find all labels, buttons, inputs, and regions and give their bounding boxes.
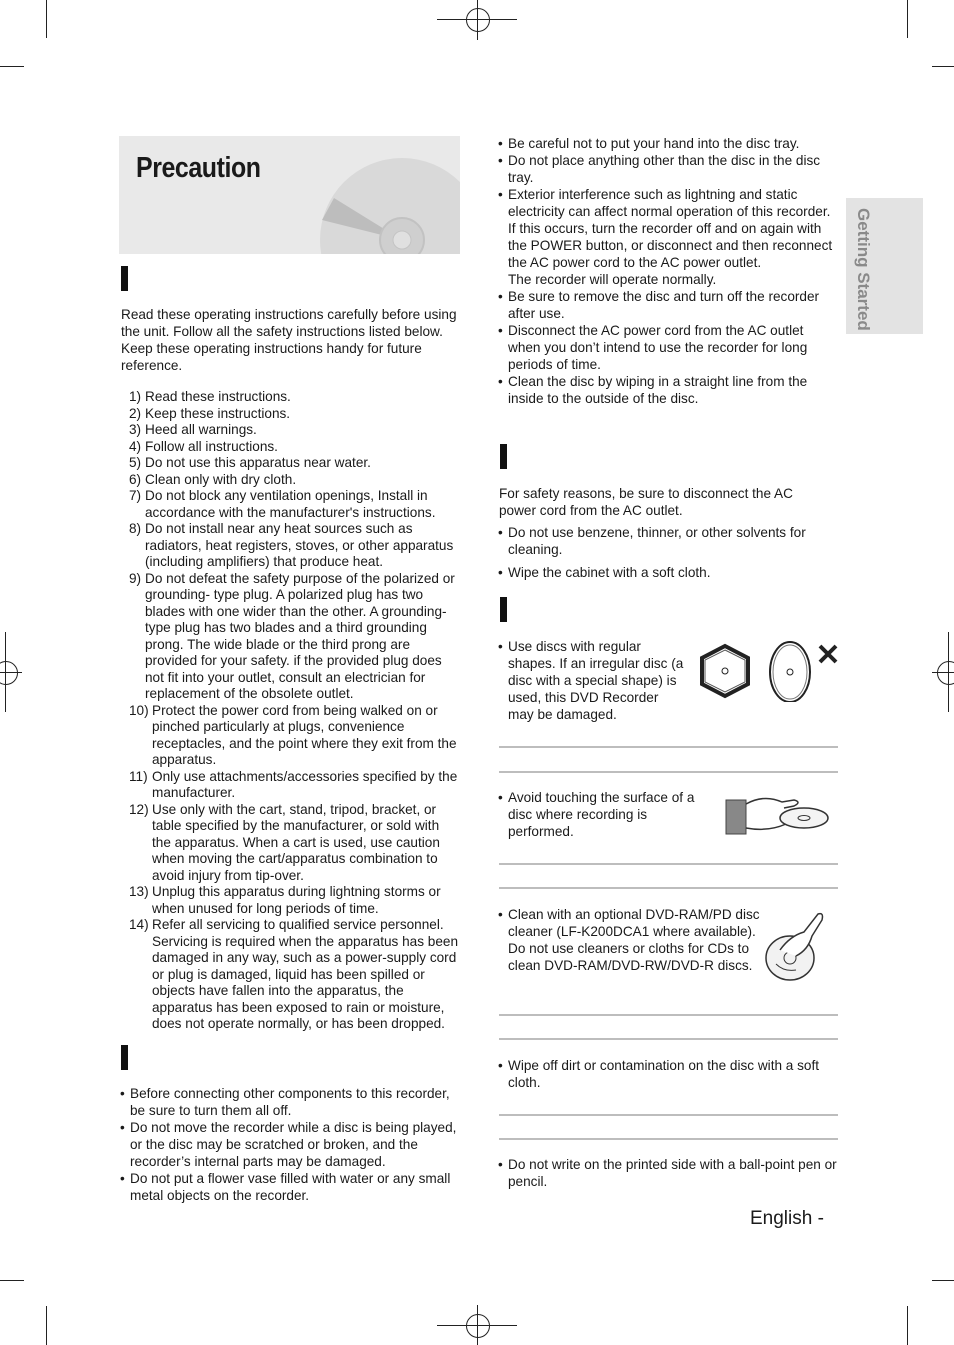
disc-touch-note [498, 789, 708, 840]
side-tab-label: Getting Started [854, 208, 873, 331]
crop-mark [932, 1280, 954, 1281]
hand-holding-disc-icon [724, 790, 834, 840]
handling-continued-list [498, 135, 838, 407]
divider [499, 1038, 838, 1040]
list-item: 9) Do not defeat the safety purpose of the polarized or grounding- type plug. A polarized plug has two blades with one wider than the other. A grounding-type plug has two blades and a third grounding prong. The wide blade or the third prong are provided for your safety. if the provided plug does not fit into your outlet, consult an electrician for replacement of the obsolete outlet. [129, 570, 455, 701]
crop-mark [932, 66, 954, 67]
section-marker [500, 597, 507, 622]
section-marker [500, 444, 507, 469]
list-item: 7) Do not block any ventilation openings, Install in accordance with the manufacturer's instructions. [129, 488, 436, 520]
registration-mark [466, 8, 490, 32]
crop-mark [0, 1280, 24, 1281]
list-item: • Wipe off dirt or contamination on the disc with a soft cloth. [498, 1057, 838, 1091]
title-banner [119, 136, 460, 254]
list-item: 8) Do not install near any heat sources such as radiators, heat registers, stoves, or other apparatus (including amplifiers) that produce heat. [129, 521, 454, 569]
intro-paragraph: Read these operating instructions carefully before using the unit. Follow all the safety instructions listed below. Keep these operating instructions handy for future reference. [121, 307, 457, 373]
list-item: 1) Read these instructions. [129, 389, 291, 404]
list-item: 10) Protect the power cord from being walked on or pinched particularly at plugs, convenience receptacles, and the point where they exit from the apparatus. [129, 702, 457, 767]
list-item: 2) Keep these instructions. [129, 405, 291, 421]
disc-write-note [498, 1156, 838, 1190]
divider [499, 1014, 838, 1016]
list-item: • Do not write on the printed side with a ball-point pen or pencil. [498, 1156, 838, 1190]
list-item: 12) Use only with the cart, stand, tripod, bracket, or table specified by the manufacturer, or sold with the apparatus. When a cart is used, use caution when moving the cart/apparatus combination to avoid injury from tip-over. [129, 801, 440, 883]
list-item: • Do not move the recorder while a disc is being played, or the disc may be scratched or broken, and the recorder’s internal parts may be damaged. [120, 1119, 460, 1170]
divider [499, 771, 838, 773]
irregular-disc-icon [694, 640, 844, 702]
handling-note: The recorder will operate normally. [508, 272, 717, 287]
divider [499, 1138, 838, 1140]
crop-mark [46, 0, 47, 38]
maintenance-intro: For safety reasons, be sure to disconnect the AC power cord from the AC outlet. [499, 486, 793, 518]
divider [499, 863, 838, 865]
section-marker [121, 1045, 128, 1070]
list-item: • Do not place anything other than the disc in the disc tray. [498, 152, 838, 186]
list-item: • Exterior interference such as lightning and static electricity can affect normal operation of this recorder. If this occurs, turn the recorder off and on again with the POWER button, or disconnect and then reconnect the AC power cord to the AC power outlet. The recorder will operate normally. [498, 186, 838, 288]
list-item: • Disconnect the AC power cord from the AC outlet when you don’t intend to use the recorder for long periods of time. [498, 322, 838, 373]
list-item: 6) Clean only with dry cloth. [129, 471, 297, 487]
section-side-tab [846, 198, 923, 334]
list-item: • Do not use benzene, thinner, or other solvents for cleaning. [498, 524, 838, 558]
page-footer: English - [750, 1208, 824, 1229]
list-item: • Be careful not to put your hand into the disc tray. [498, 135, 838, 152]
disc-clean-note [498, 906, 760, 974]
list-item: 14) Refer all servicing to qualified service personnel. Servicing is required when the apparatus has been damaged in any way, such as a power-supply cord or plug is damaged, liquid has been spilled or objects have fallen into the apparatus, the apparatus has been exposed to rain or moisture, does not operate normally, or has been dropped. [129, 917, 459, 1031]
disc-wipe-note [498, 1057, 838, 1091]
disc-shape-note [498, 638, 686, 723]
list-item: • Avoid touching the surface of a disc where recording is performed. [498, 789, 708, 840]
list-item: • Be sure to remove the disc and turn off the recorder after use. [498, 288, 838, 322]
list-item: 3) Heed all warnings. [129, 422, 257, 437]
divider [499, 887, 838, 889]
list-item: • Do not put a flower vase filled with water or any small metal objects on the recorder. [120, 1170, 460, 1204]
list-item: • Use discs with regular shapes. If an irregular disc (a disc with a special shape) is used, this DVD Recorder may be damaged. [498, 638, 686, 723]
intro-text [121, 306, 461, 374]
divider [499, 746, 838, 748]
disc-decoration-icon [314, 158, 460, 254]
list-item: 11) Only use attachments/accessories specified by the manufacturer. [129, 768, 458, 800]
crop-mark [907, 0, 908, 38]
list-item: 5) Do not use this apparatus near water. [129, 455, 371, 470]
instructions-list [129, 389, 459, 1033]
disc-cleaning-icon [762, 906, 832, 984]
crop-mark [0, 66, 24, 67]
list-item: 13) Unplug this apparatus during lightning storms or when unused for long periods of time. [129, 884, 441, 916]
crop-mark [46, 1306, 47, 1345]
divider [499, 1114, 838, 1116]
page-title: Precaution [136, 152, 261, 184]
list-item: • Clean with an optional DVD-RAM/PD disc cleaner (LF-K200DCA1 where available). Do not use cleaners or cloths for CDs to clean DVD-RAM/DVD-RW/DVD-R discs. [498, 906, 760, 974]
handling-list [120, 1085, 460, 1204]
registration-mark [937, 661, 954, 685]
maintenance-list [498, 524, 838, 581]
registration-mark [0, 661, 18, 685]
list-item: • Before connecting other components to this recorder, be sure to turn them all off. [120, 1085, 460, 1119]
crop-mark [907, 1306, 908, 1345]
list-item: 4) Follow all instructions. [129, 438, 278, 454]
registration-mark [466, 1314, 490, 1338]
section-marker [121, 266, 128, 291]
list-item: • Wipe the cabinet with a soft cloth. [498, 564, 838, 581]
list-item: • Clean the disc by wiping in a straight line from the inside to the outside of the disc. [498, 373, 838, 407]
